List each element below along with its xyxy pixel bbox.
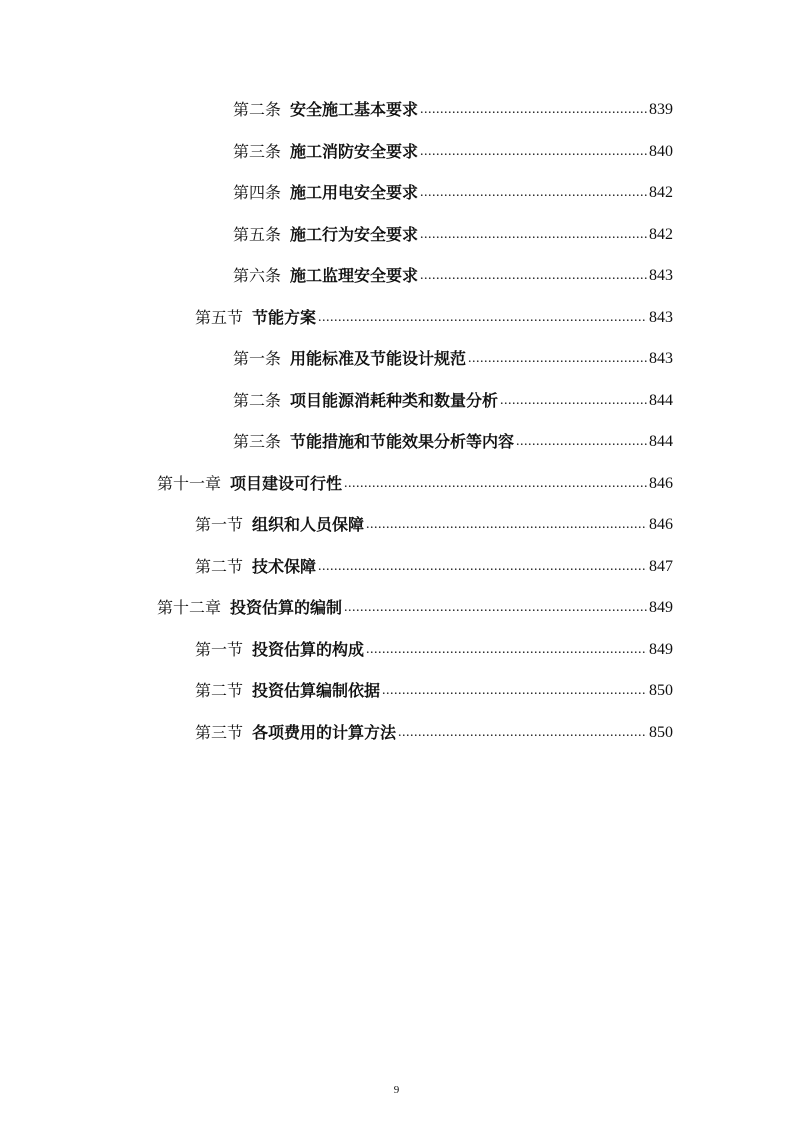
toc-leader-dots xyxy=(420,183,647,203)
toc-entry-title: 组织和人员保障 xyxy=(252,515,365,534)
toc-entry-number: 第二条 xyxy=(233,390,282,410)
toc-entry[interactable] xyxy=(233,381,673,411)
page-number: 9 xyxy=(393,1084,400,1096)
toc-entry-number: 第三条 xyxy=(233,141,282,161)
toc-entry-title: 施工用电安全要求 xyxy=(290,183,419,202)
toc-entry-number: 第一节 xyxy=(195,515,244,534)
toc-leader-dots xyxy=(318,557,647,577)
toc-entry[interactable] xyxy=(233,132,673,162)
toc-entry-page: 850 xyxy=(649,723,673,741)
toc-entry-number: 第三条 xyxy=(233,432,282,451)
toc-entry[interactable] xyxy=(195,671,673,701)
toc-entry-page: 843 xyxy=(649,308,673,326)
toc-entry-title: 各项费用的计算方法 xyxy=(252,722,397,742)
toc-entry-page: 846 xyxy=(649,516,673,533)
toc-entry[interactable] xyxy=(195,630,673,660)
toc-entry-number: 第六条 xyxy=(233,266,282,285)
toc-entry-number: 第二节 xyxy=(195,556,244,576)
toc-leader-dots xyxy=(420,100,647,120)
toc-entry-page: 842 xyxy=(649,225,673,243)
toc-entry-page: 844 xyxy=(649,391,673,409)
toc-entry-title: 项目建设可行性 xyxy=(230,473,343,493)
toc-entry-title: 施工监理安全要求 xyxy=(290,266,419,285)
toc-leader-dots xyxy=(420,225,647,245)
toc-entry-page: 846 xyxy=(649,474,673,492)
toc-entry[interactable] xyxy=(233,90,673,120)
toc-leader-dots xyxy=(516,432,647,452)
toc-entry-page: 849 xyxy=(649,599,673,616)
toc-entry-title: 施工行为安全要求 xyxy=(290,224,419,244)
toc-entry-page: 847 xyxy=(649,557,673,575)
toc-entry-title: 投资估算的编制 xyxy=(230,598,343,617)
toc-entry-title: 用能标准及节能设计规范 xyxy=(290,349,467,368)
toc-leader-dots xyxy=(344,598,647,618)
toc-entry-title: 技术保障 xyxy=(252,556,317,576)
toc-entry[interactable] xyxy=(157,588,673,618)
toc-leader-dots xyxy=(366,515,647,535)
toc-leader-dots xyxy=(420,142,647,162)
toc-entry-page: 842 xyxy=(649,184,673,201)
toc-entry[interactable] xyxy=(195,298,673,328)
toc-entry-number: 第二条 xyxy=(233,100,282,119)
toc-entry-number: 第十二章 xyxy=(157,598,222,617)
toc-leader-dots xyxy=(366,640,647,660)
toc-entry-number: 第十一章 xyxy=(157,473,222,493)
toc-entry-title: 节能方案 xyxy=(252,307,317,327)
toc-entry-page: 849 xyxy=(649,640,673,658)
toc-entry-number: 第四条 xyxy=(233,183,282,202)
toc-entry[interactable] xyxy=(157,464,673,494)
toc-entry-title: 投资估算的构成 xyxy=(252,639,365,659)
toc-entry-page: 843 xyxy=(649,350,673,367)
toc-entry-number: 第二节 xyxy=(195,681,244,700)
toc-entry-title: 项目能源消耗种类和数量分析 xyxy=(290,390,499,410)
toc-entry-title: 投资估算编制依据 xyxy=(252,681,381,700)
toc-entry-page: 839 xyxy=(649,101,673,118)
toc-entry[interactable] xyxy=(195,547,673,577)
toc-entry-number: 第三节 xyxy=(195,722,244,742)
toc-leader-dots xyxy=(420,266,647,286)
toc-leader-dots xyxy=(382,681,647,701)
toc-entry[interactable] xyxy=(233,173,673,203)
toc-entry[interactable] xyxy=(233,339,673,369)
toc-entry-number: 第一节 xyxy=(195,639,244,659)
toc-entry-title: 节能措施和节能效果分析等内容 xyxy=(290,432,515,451)
toc-leader-dots xyxy=(500,391,647,411)
toc-entry-page: 840 xyxy=(649,142,673,160)
toc-entry-title: 施工消防安全要求 xyxy=(290,141,419,161)
toc-entry-number: 第一条 xyxy=(233,349,282,368)
toc-entry[interactable] xyxy=(233,422,673,452)
toc-entry-number: 第五节 xyxy=(195,307,244,327)
toc-entry-number: 第五条 xyxy=(233,224,282,244)
toc-leader-dots xyxy=(468,349,647,369)
toc-entry-page: 844 xyxy=(649,433,673,450)
toc-entry-page: 850 xyxy=(649,682,673,699)
toc-entry[interactable] xyxy=(195,505,673,535)
toc-entry[interactable] xyxy=(233,215,673,245)
toc-entry[interactable] xyxy=(195,713,673,743)
toc-entry-title: 安全施工基本要求 xyxy=(290,100,419,119)
toc-leader-dots xyxy=(398,723,647,743)
toc-leader-dots xyxy=(344,474,647,494)
toc-entry[interactable] xyxy=(233,256,673,286)
toc-leader-dots xyxy=(318,308,647,328)
toc-entry-page: 843 xyxy=(649,267,673,284)
